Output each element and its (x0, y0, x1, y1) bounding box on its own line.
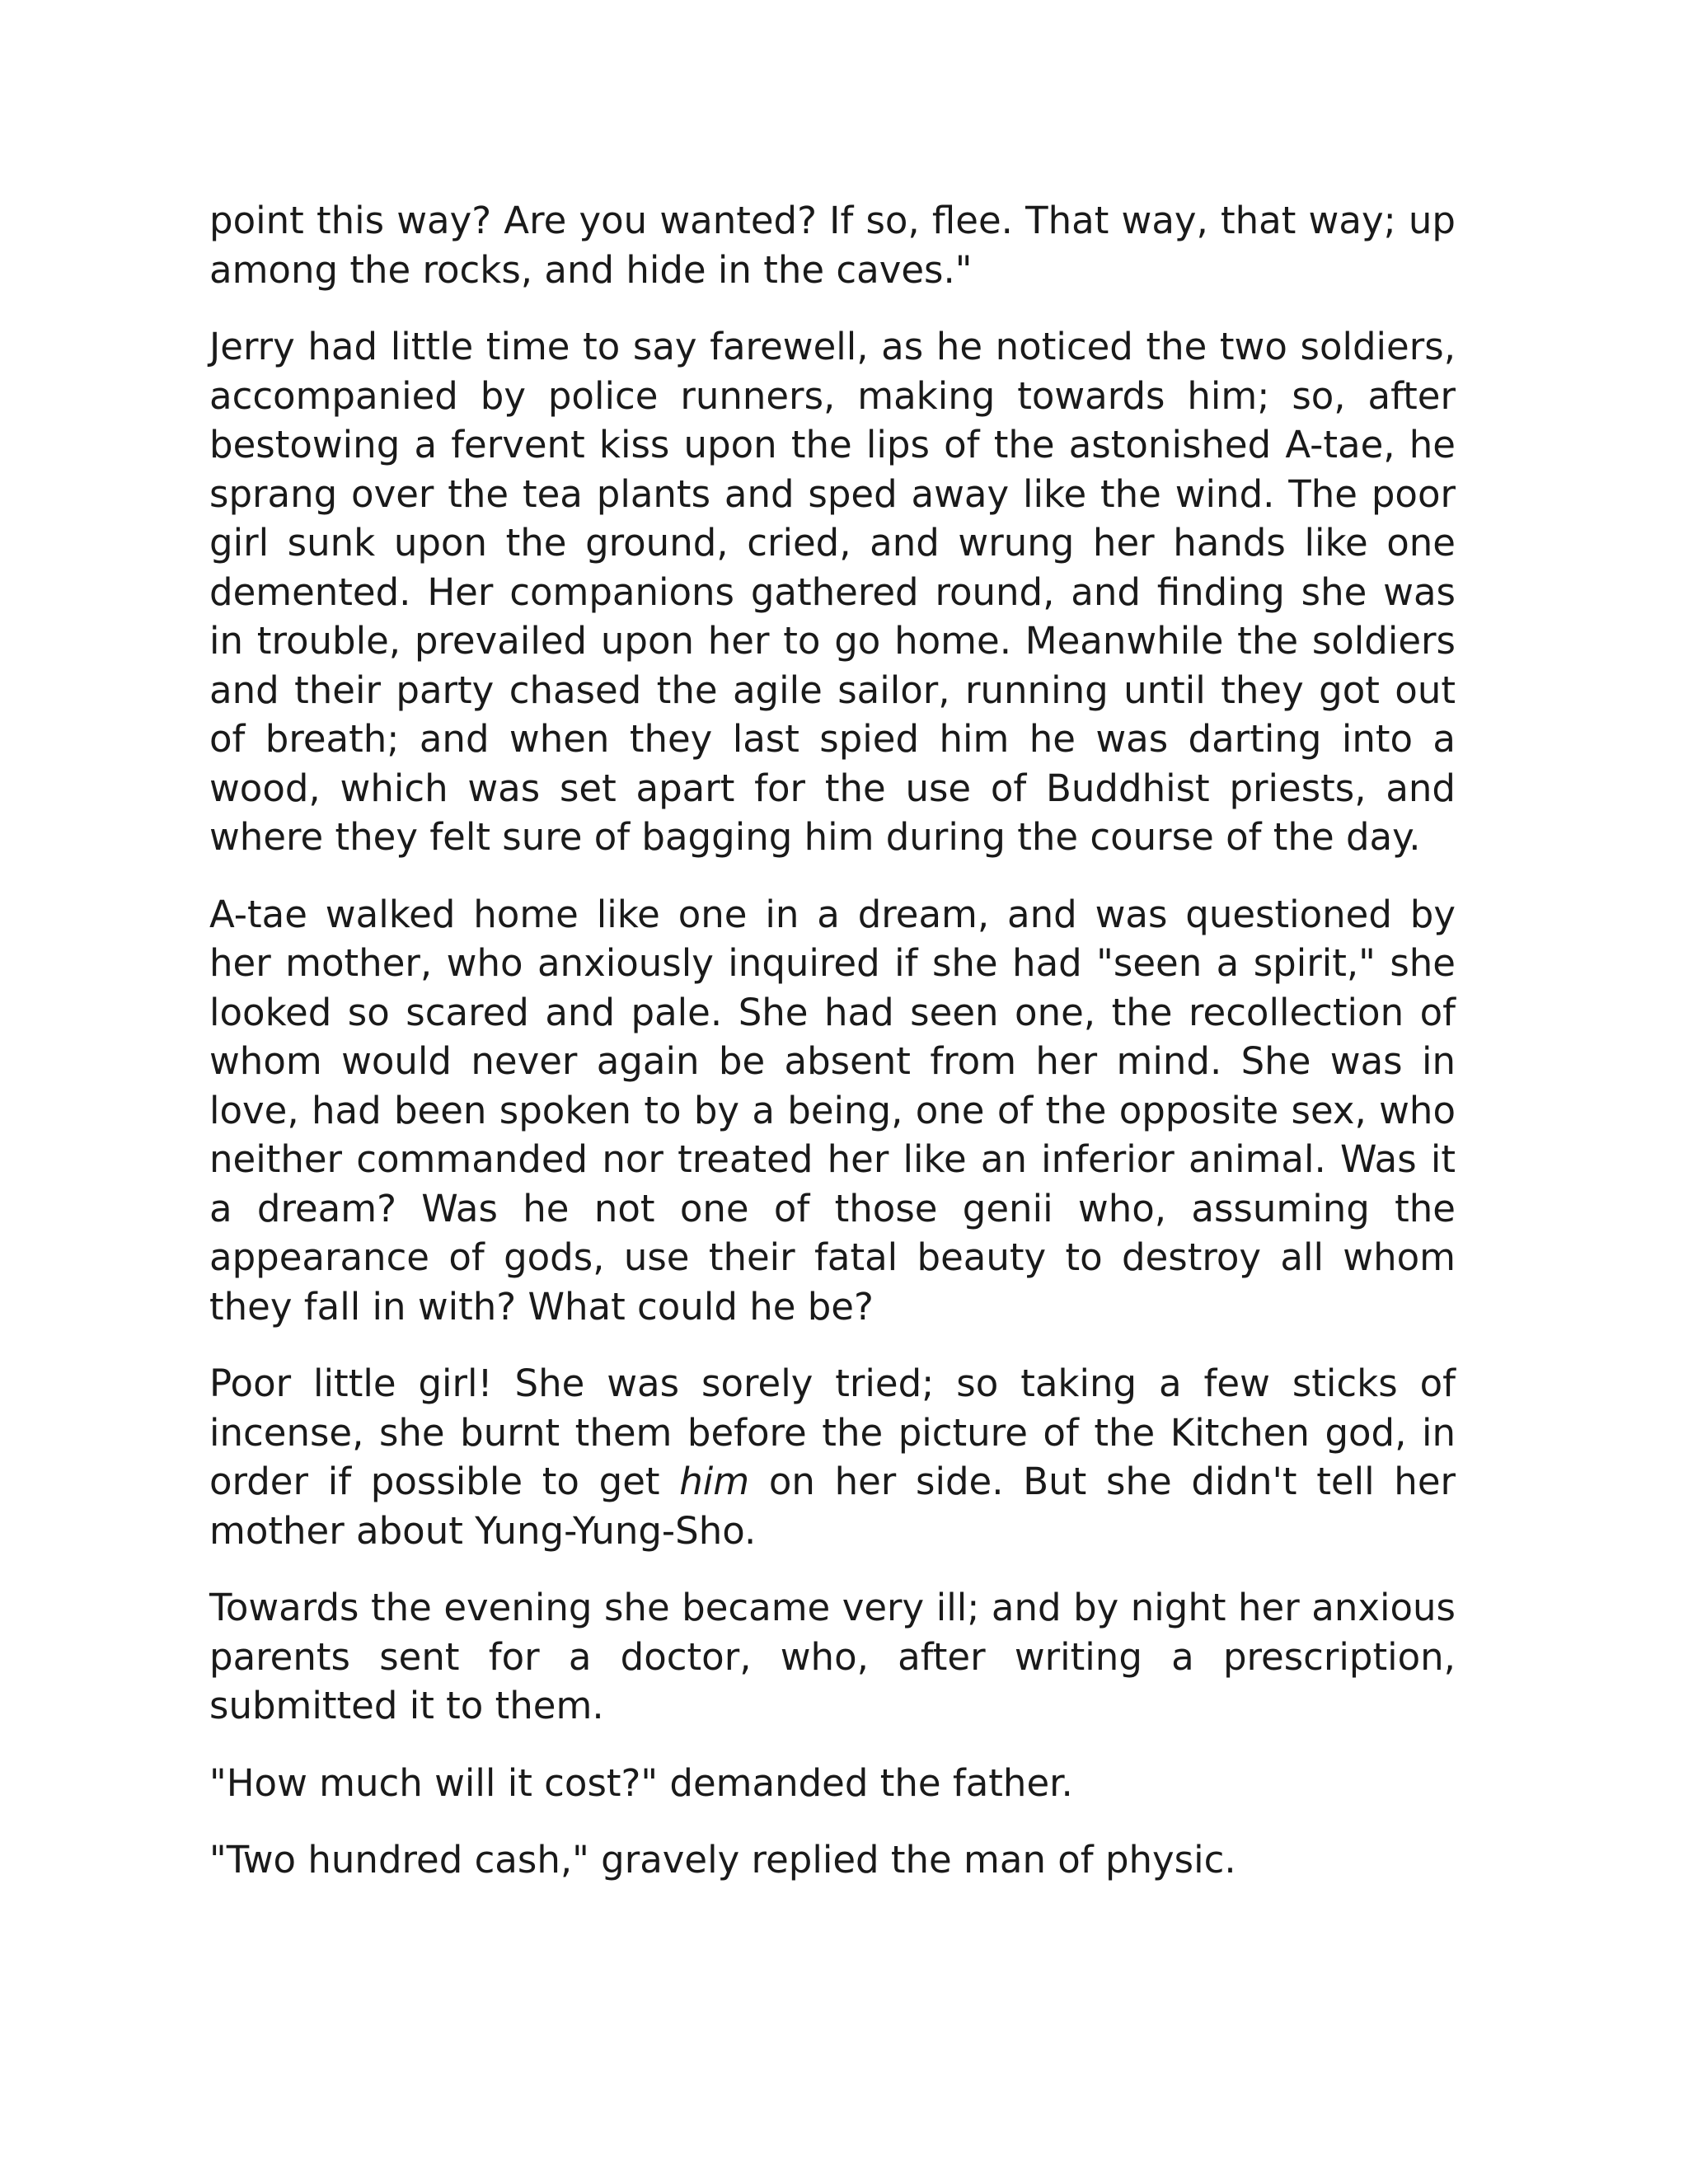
paragraph-4-after: on her side. But she didn't tell her mother about Yung-Yung-Sho. (209, 1460, 1456, 1553)
paragraph-7: "Two hundred cash," gravely replied the man of physic. (209, 1838, 1236, 1882)
paragraph-4-emphasis: him (679, 1460, 750, 1503)
paragraph-3: A-tae walked home like one in a dream, and was questioned by her mother, who anxiously inquired if she had "seen a spirit," she looked so scared and pale. She had seen one, the recollection of whom would never again be absent from her mind. She was in love, had been spoken to by a being, one of the opposite sex, who neither commanded nor treated her like an inferior animal. Was it a dream? Was he not one of those genii who, assuming the appearance of gods, use their fatal beauty to destroy all whom they fall in with? What could he be? (209, 892, 1456, 1329)
paragraph-5: Towards the evening she became very ill; and by night her anxious parents sent for a doctor, who, after writing a prescription, submitted it to them. (209, 1586, 1456, 1727)
paragraph-4 (209, 1359, 1456, 1555)
document-page (209, 196, 1456, 1913)
paragraph-1: point this way? Are you wanted? If so, flee. That way, that way; up among the rocks, and hide in the caves." (209, 199, 1456, 292)
paragraph-6: "How much will it cost?" demanded the father. (209, 1760, 1073, 1805)
paragraph-2: Jerry had little time to say farewell, as he noticed the two soldiers, accompanied by police runners, making towards him; so, after bestowing a fervent kiss upon the lips of the astonished A-tae, he sprang over the tea plants and sped away like the wind. The poor girl sunk upon the ground, cried, and wrung her hands like one demented. Her companions gathered round, and finding she was in trouble, prevailed upon her to go home. Meanwhile the soldiers and their party chased the agile sailor, running until they got out of breath; and when they last spied him he was darting into a wood, which was set apart for the use of Buddhist priests, and where they felt sure of bagging him during the course of the day. (209, 325, 1456, 859)
paragraph-4-before: Poor little girl! She was sorely tried; so taking a few sticks of incense, she burnt them before the picture of the Kitchen god, in order if possible to get (209, 1361, 1456, 1503)
